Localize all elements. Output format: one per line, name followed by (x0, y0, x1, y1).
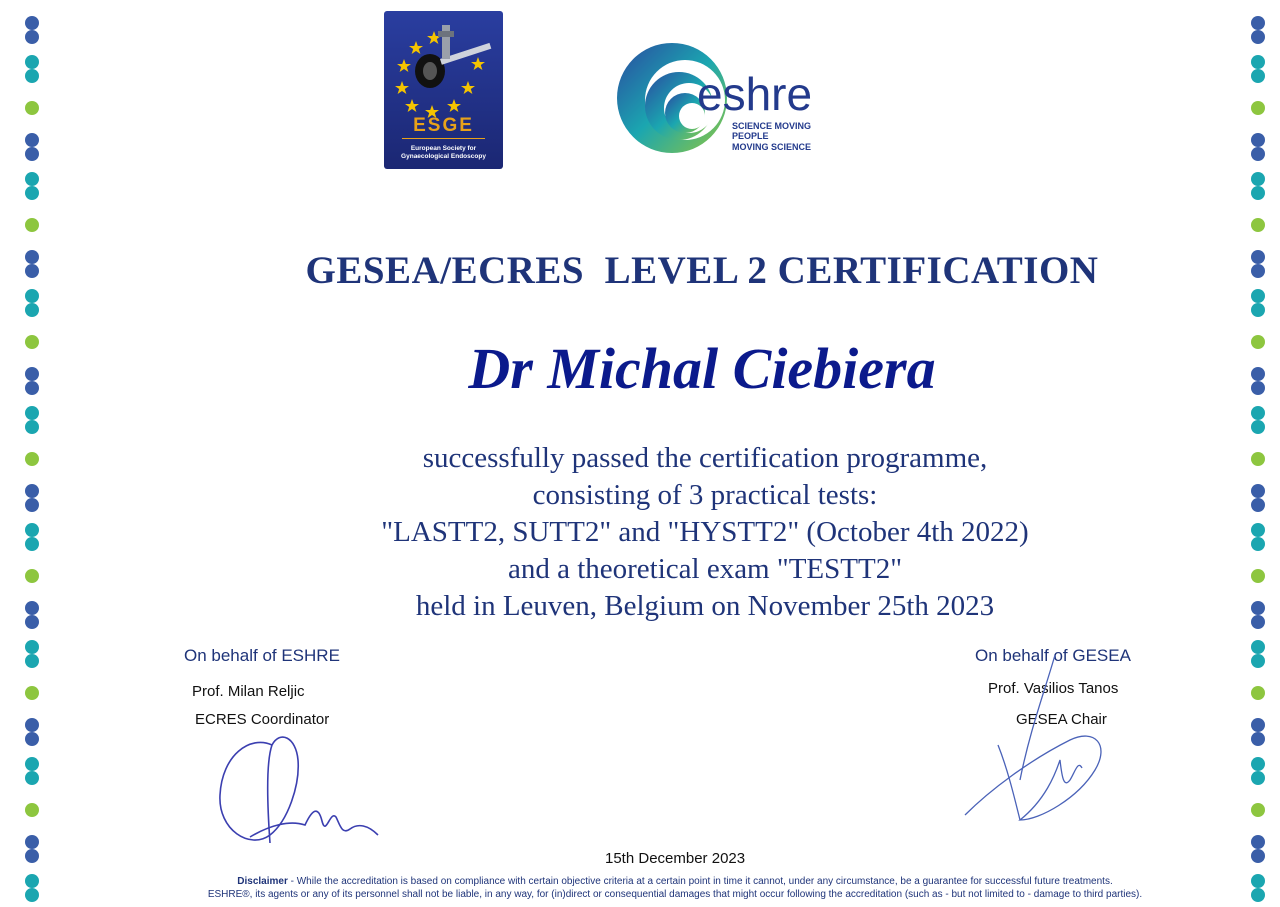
border-dot (25, 757, 39, 771)
disclaimer-line1 (150, 875, 1200, 888)
disclaimer-label: Disclaimer (237, 876, 288, 887)
border-dot (25, 218, 39, 232)
border-dot (25, 303, 39, 317)
disclaimer-line2: ESHRE®, its agents or any of its personnel shall not be liable, in any way, for (in)direct or consequential damages that might occur following the accreditation (such as - but not limited to - damage to third parties). (207, 889, 1143, 900)
border-dot (1251, 803, 1265, 817)
left-signatory-role: ECRES Coordinator (195, 711, 330, 728)
body-line: and a theoretical exam "TESTT2" (507, 553, 903, 585)
border-dot (1251, 133, 1265, 147)
eshre-logo (615, 40, 835, 158)
border-dot (1251, 718, 1265, 732)
border-dot (25, 771, 39, 785)
certificate-title: GESEA/ECRES LEVEL 2 CERTIFICATION (305, 249, 1099, 292)
border-dot (25, 849, 39, 863)
border-dot (1251, 654, 1265, 668)
body-line: held in Leuven, Belgium on November 25th 2023 (415, 590, 995, 622)
border-dot (25, 640, 39, 654)
right-signatory-role: GESEA Chair (1016, 711, 1107, 728)
border-dot (25, 55, 39, 69)
border-dot (25, 147, 39, 161)
esge-subtitle-line1: European Society for (410, 145, 477, 152)
disclaimer-text1: - While the accreditation is based on compliance with certain objective criteria at a certain point in time it cannot, under any circumstance, be a guarantee for successful future treatments. (287, 876, 1113, 887)
border-dot (25, 406, 39, 420)
border-dot (1251, 172, 1265, 186)
border-dot (1251, 147, 1265, 161)
border-dot (25, 133, 39, 147)
border-dot (25, 101, 39, 115)
border-dot (25, 888, 39, 902)
body-line: consisting of 3 practical tests: (532, 479, 878, 511)
border-dot (25, 874, 39, 888)
border-dot (25, 420, 39, 434)
border-dot (1251, 101, 1265, 115)
border-dot (1251, 420, 1265, 434)
right-behalf-label: On behalf of GESEA (975, 646, 1131, 665)
border-dot (25, 718, 39, 732)
border-dot (1251, 303, 1265, 317)
border-dot (25, 654, 39, 668)
border-dot (1251, 30, 1265, 44)
border-dot (1251, 640, 1265, 654)
border-dot (1251, 835, 1265, 849)
border-dot (1251, 874, 1265, 888)
esge-wordmark: ESGE (413, 115, 474, 136)
right-signatory-name: Prof. Vasilios Tanos (988, 680, 1119, 697)
border-dot (25, 16, 39, 30)
recipient-name: Dr Michal Ciebiera (468, 336, 936, 401)
border-dot (1251, 757, 1265, 771)
issue-date: 15th December 2023 (605, 850, 746, 867)
border-dot (25, 30, 39, 44)
border-dot (1251, 218, 1265, 232)
border-dot (25, 186, 39, 200)
eshre-tagline-line3: MOVING SCIENCE (732, 142, 812, 152)
esge-subtitle-line2: Gynaecological Endoscopy (401, 153, 486, 160)
eshre-wordmark: eshre (697, 68, 813, 120)
border-dot (1251, 686, 1265, 700)
border-dot (1251, 732, 1265, 746)
border-dot (1251, 55, 1265, 69)
border-dot (1251, 69, 1265, 83)
eshre-tagline-line2: PEOPLE (732, 131, 769, 141)
border-dot (1251, 888, 1265, 902)
left-signature (210, 725, 390, 855)
body-line: successfully passed the certification programme, (422, 442, 988, 474)
right-signature (960, 650, 1120, 830)
border-dot (25, 732, 39, 746)
border-dot (25, 803, 39, 817)
border-dot (1251, 849, 1265, 863)
border-dot (1251, 16, 1265, 30)
body-line: "LASTT2, SUTT2" and "HYSTT2" (October 4th 2022) (381, 516, 1029, 548)
border-dot (25, 835, 39, 849)
disclaimer (150, 875, 1200, 901)
left-behalf-label: On behalf of ESHRE (184, 646, 340, 665)
border-dot (1251, 771, 1265, 785)
certificate-body (0, 440, 1280, 625)
eshre-tagline-line1: SCIENCE MOVING (732, 121, 812, 131)
border-dot (1251, 186, 1265, 200)
border-dot (25, 69, 39, 83)
border-dot (25, 172, 39, 186)
left-signatory-name: Prof. Milan Reljic (192, 683, 305, 700)
esge-logo (384, 11, 503, 169)
border-dot (1251, 406, 1265, 420)
border-dot (25, 686, 39, 700)
